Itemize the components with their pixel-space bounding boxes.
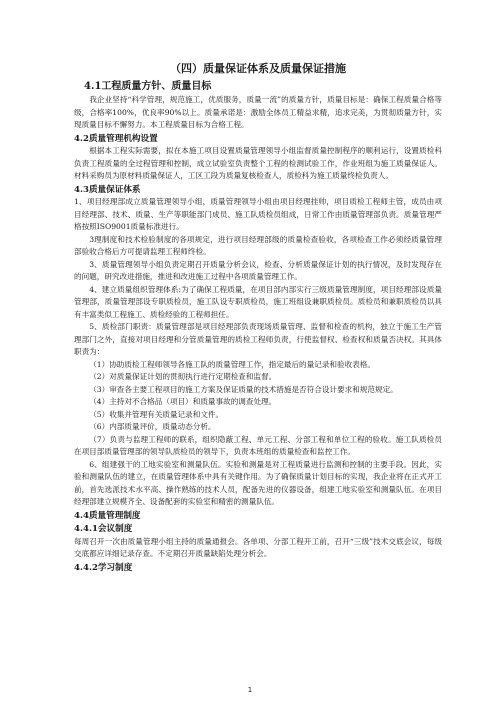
page-number: 1 xyxy=(247,686,253,694)
section-4-4-1-paragraph: 每周召开一次由质量管理小组主持的质量通报会。各单项、分部工程开工前，召开“三级”技术交底会议，每级交底都应详细记录存查。不定期召开质量缺陷处理分析会。 xyxy=(74,536,442,558)
section-4-2-heading: 4.2质量管理机构设置 xyxy=(74,133,158,144)
section-4-3-paragraph-4: 4、建立质量组织管理体系:为了确保工程质量，在项目部内部实行三级质量管理制度，项目经理部设质量管理部，质量管理部设专职质检员，施工队设专职质检员，施工班组设兼职质检员。质检员和兼职质检员以具有丰富类似工程施工、质检经验的工程师担任。 xyxy=(74,284,442,319)
section-4-3-paragraph-6: 6、组建强干的工地实验室和测量队伍。实验和测量是对工程质量进行监测和控制的主要手段。因此，实验和测量队伍的建立，在质量管理体系中具有关键作用。为了确保质量计划目标的实现，我企业将在正式开工前，首先选派技术水平高、操作熟练的技术人员，配备先进的仪器设备，组建工地实验室和测量队伍。在项目经理部建立规模齐全、设备配套的实验室和精密的测量队伍。 xyxy=(74,459,442,506)
section-4-1-heading: 4.1工程质量方针、质量目标 xyxy=(84,81,212,92)
duty-item-1: （1）协助质检工程师领导各施工队的质量管理工作，指定最后的量记录和验收表格。 xyxy=(89,359,375,369)
duty-item-5: （5）收集并管理有关质量记录和文件。 xyxy=(89,409,224,419)
document-title: （四）质量保证体系及质量保证措施 xyxy=(170,62,346,75)
duty-item-2: （2）对质量保证计划的贯彻执行进行定期检查和监督。 xyxy=(89,372,277,381)
section-4-3-paragraph-5: 5、质检部门职责：质量管理部是项目经理部负责现场质量管理、监督和检查的机构，独立于施工生产管理部门之外，直接对项目经理和分管质量管理的质检工程师负责，行使监督权、检查权和质量否决权。其具体职责为： xyxy=(74,322,442,356)
section-4-3-paragraph-3: 3、质量管理领导小组负责定期召开质量分析会议，检查、分析质量保证计划的执行情况，及时发现存在的问题，研究改进措施，推进和改进施工过程中各项质量管理工作。 xyxy=(74,259,442,281)
duty-item-4: （4）主持对不合格品（项目）和质量事故的调查处理。 xyxy=(89,397,277,406)
duty-item-3: （3）审查各主要工程项目的施工方案及保证质量的技术措施是否符合设计要求和规范规定。 xyxy=(89,384,398,394)
section-4-1-paragraph: 我企业坚持“科学管理，规范施工，优质服务，质量一流”的质量方针，质量目标是：确保工程质量合格等级，合格率100%，优良率90%以上。质量承诺是：激励全体员工精益求精，追求完美，为贯彻质量方针，实现质量目标不懈努力。本工程质量目标为合格工程。 xyxy=(74,95,442,129)
section-4-3-paragraph-2: 3理制度和技术检验制度的各项规定，进行项目经理部级的质量检查验收，各项检查工作必须经质量管理部验收合格后方可提请监理工程师终检。 xyxy=(74,234,442,256)
section-4-4-2-heading: 4.4.2学习制度 xyxy=(74,562,133,573)
section-4-4-heading: 4.4质量管理制度 xyxy=(74,510,141,521)
section-4-2-paragraph: 根据本工程实际需要，拟在本施工项目设置质量管理领导小组监督质量控制程序的顺利运行，设置质检科负责工程质量的全过程管理和控制，成立试验室负责整个工程的检测试验工作，作业班组为施工质量保证人。材料采购员为原材料质量保证人，工区工段为质量复核检查人，质检科为施工质量终检负责人。 xyxy=(74,146,442,180)
section-4-3-paragraph-1: 1、项目经理部成立质量管理领导小组，质量管理领导小组由项目经理挂帅，项目质检工程师主管，成员由项目经理部、技术、质量、生产等职能部门成员、施工队质检员组成，日常工作由质量管理部负责。质量管理严格按照ISO9001质量标准进行。 xyxy=(74,197,442,231)
duty-item-6: （6）内部质量评价，质量动态分析。 xyxy=(89,422,216,431)
duty-item-7: （7）负责与监理工程师的联系，组织隐蔽工程、单元工程、分部工程和单位工程的验收。施工队质检员在项目部质量管理部的领导队质检员的领导下，负责本班组的质量检查和监控工作。 xyxy=(74,434,442,456)
document-body xyxy=(74,62,442,574)
section-4-4-1-heading: 4.4.1会议制度 xyxy=(74,524,133,534)
section-4-3-heading: 4.3质量保证体系 xyxy=(74,184,141,195)
